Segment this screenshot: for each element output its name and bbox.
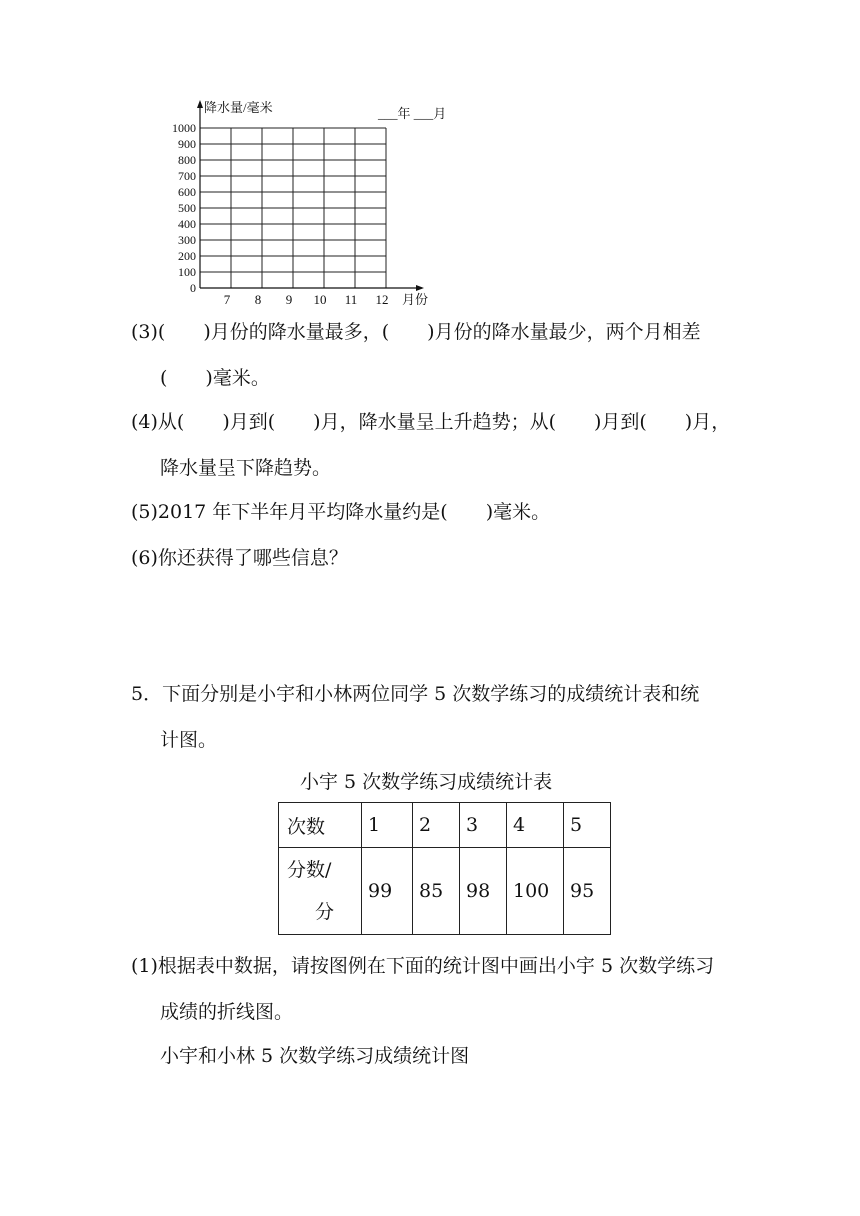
table-cell: 95: [564, 848, 611, 935]
y-tick-label: 500: [178, 201, 196, 215]
subquestion-1-line2: 成绩的折线图。: [160, 1001, 294, 1023]
problem-5-line1: 5．下面分别是小宇和小林两位同学 5 次数学练习的成绩统计表和统: [131, 683, 700, 705]
x-axis-label: 月份: [402, 292, 429, 307]
y-tick-label: 100: [178, 265, 196, 279]
table-cell: 98: [460, 848, 507, 935]
question-3-line2: ( )毫米。: [160, 367, 270, 389]
table-row: [279, 848, 611, 935]
table-cell: 99: [362, 848, 413, 935]
table-cell: 100: [507, 848, 564, 935]
table-cell: 5: [564, 803, 611, 848]
x-axis-arrow: [416, 285, 424, 291]
score-header-part1: 分数/: [287, 859, 332, 881]
table-cell: 2: [413, 803, 460, 848]
y-tick-label: 300: [178, 233, 196, 247]
x-tick-label: 7: [223, 292, 231, 307]
y-tick-labels: [172, 121, 196, 295]
table-cell: 85: [413, 848, 460, 935]
table-cell: 4: [507, 803, 564, 848]
table-header-score: [279, 848, 362, 935]
y-tick-label: 0: [190, 281, 196, 295]
rainfall-grid-chart: [160, 98, 460, 310]
x-tick-label: 11: [344, 292, 358, 307]
table-title: 小宇 5 次数学练习成绩统计表: [300, 771, 553, 793]
x-tick-labels: [224, 292, 389, 307]
x-tick-label: 8: [254, 292, 262, 307]
table-cell: 1: [362, 803, 413, 848]
y-tick-label: 200: [178, 249, 196, 263]
table-cell: 3: [460, 803, 507, 848]
y-tick-label: 700: [178, 169, 196, 183]
x-tick-label: 9: [285, 292, 293, 307]
y-axis-label: 降水量/毫米: [204, 100, 273, 115]
x-tick-label: 10: [313, 292, 327, 307]
y-tick-label: 800: [178, 153, 196, 167]
question-4-line2: 降水量呈下降趋势。: [160, 457, 332, 479]
grid-lines: [200, 128, 386, 288]
x-tick-label: 12: [375, 292, 389, 307]
question-5: (5)2017 年下半年月平均降水量约是( )毫米。: [131, 501, 551, 523]
y-tick-label: 900: [178, 137, 196, 151]
chart-title: 小宇和小林 5 次数学练习成绩统计图: [160, 1045, 470, 1067]
subquestion-1-line1: (1)根据表中数据，请按图例在下面的统计图中画出小宇 5 次数学练习: [131, 955, 715, 977]
y-tick-label: 1000: [172, 121, 196, 135]
date-blank: ___年 ___月: [378, 106, 447, 121]
y-tick-label: 400: [178, 217, 196, 231]
question-6: (6)你还获得了哪些信息？: [131, 547, 348, 569]
problem-5-line2: 计图。: [160, 729, 218, 751]
question-4-line1: (4)从( )月到( )月，降水量呈上升趋势；从( )月到( )月，: [131, 411, 731, 433]
y-tick-label: 600: [178, 185, 196, 199]
score-header-part2: 分: [315, 901, 335, 923]
y-axis-arrow: [197, 100, 203, 108]
score-table: [278, 802, 611, 935]
question-3-line1: (3)( )月份的降水量最多，( )月份的降水量最少，两个月相差: [131, 321, 701, 343]
table-row: [279, 803, 611, 848]
table-header-times: 次数: [279, 803, 362, 848]
